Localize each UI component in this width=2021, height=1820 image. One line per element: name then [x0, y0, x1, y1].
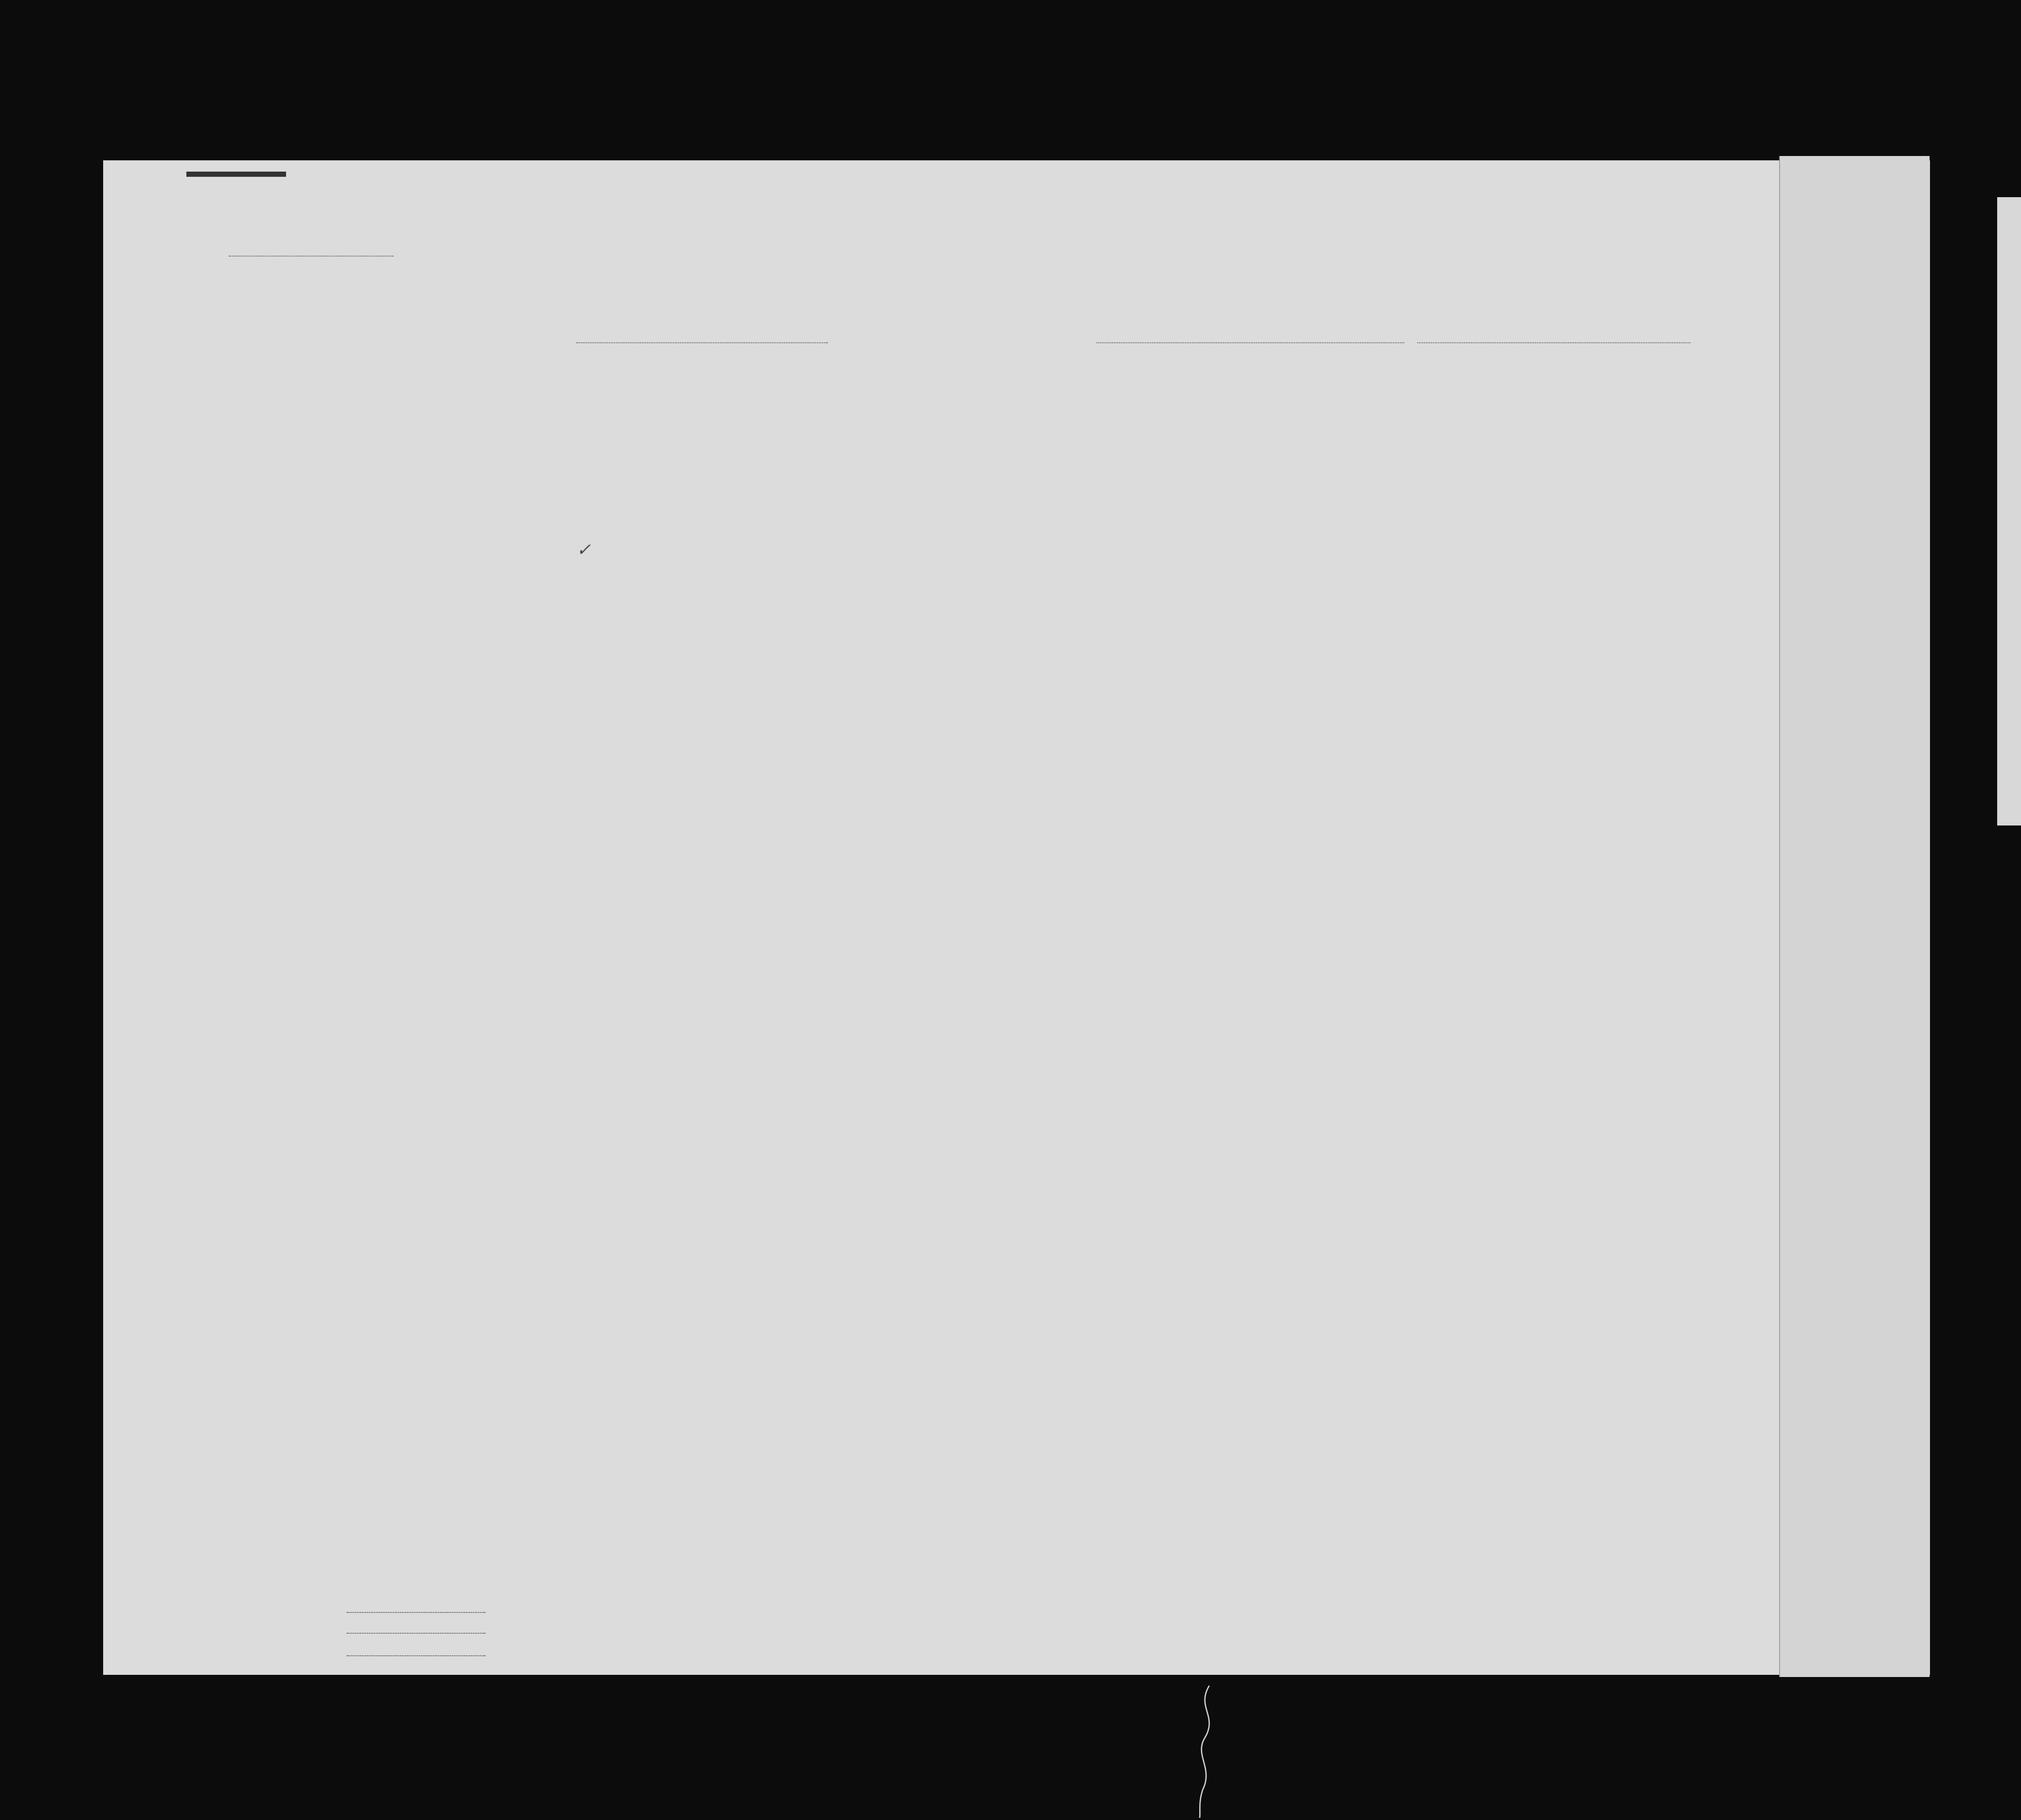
footer-us-line[interactable]: [347, 1633, 485, 1634]
margin-scribble: [1192, 1681, 1218, 1820]
footer-aliens-line[interactable]: [347, 1655, 485, 1656]
entry-age-mos-tick[interactable]: ✓: [576, 540, 591, 560]
footer-total-line[interactable]: [347, 1612, 485, 1613]
